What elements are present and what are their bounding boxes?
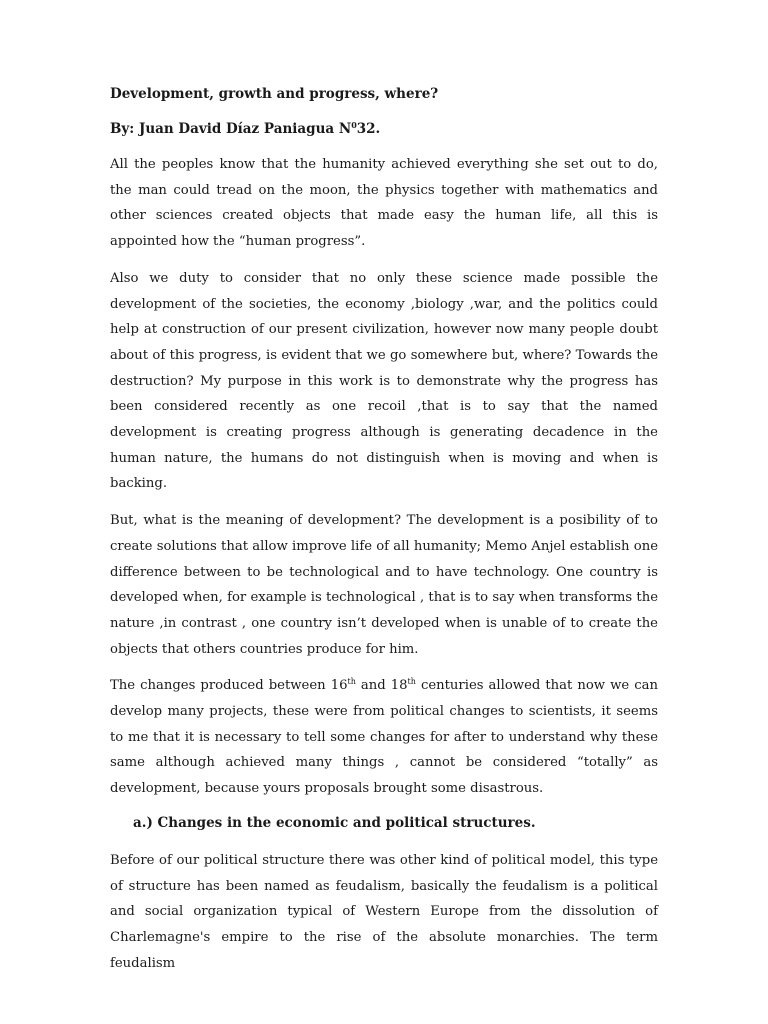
document-title: Development, growth and progress, where? [110, 86, 439, 102]
byline-suffix: 32. [356, 121, 381, 137]
paragraph-2: Also we duty to consider that no only these science made possible the development of the societies, the economy ,biology ,war, and the politics could help at construction of our present civilization, however now many people doubt about of this progress, is evident that we go somewhere but, where? Towards the destruction? My purpose in this work is to demonstrate why the progress has been considered recently as one recoil ,that is to say that the named development is creating progress although is generating decadence in the human nature, the humans do not distinguish when is moving and when is backing. [110, 270, 658, 492]
section-heading: a.) Changes in the economic and political structures. [133, 814, 536, 831]
paragraph-1: All the peoples know that the humanity achieved everything she set out to do, the man could tread on the moon, the physics together with mathematics and other sciences created objects that made easy the human life, all this is appointed how the “human progress”. [110, 157, 658, 250]
paragraph-5: Before of our political structure there was other kind of political model, this type of structure has been named as feudalism, basically the feudalism is a political and social organization typical of Western Europe from the dissolution of Charlemagne's empire to the rise of the absolute monarchies. The term feudalism [110, 852, 658, 971]
paragraph-4 [110, 673, 658, 802]
paragraph-3: But, what is the meaning of development? The development is a posibility of to create solutions that allow improve life of all humanity; Memo Anjel establish one difference between to be technological and to have technology. One country is developed when, for example is technological , that is to say when transforms the nature ,in contrast , one country isn’t developed when is unable of to create the objects that others countries produce for him. [110, 513, 658, 657]
byline-superscript: 0 [351, 120, 357, 130]
paragraph-4-part-c: centuries allowed that now we can develop many projects, these were from political changes to scientists, it seems to me that it is necessary to tell some changes for after to understand why these same although achieved many things , cannot be considered “totally” as development, because yours proposals brought some disastrous. [110, 678, 659, 797]
superscript-th-2: th [407, 677, 416, 687]
byline-prefix: By: Juan David Díaz Paniagua N [110, 121, 352, 137]
paragraph-4-part-b: and 18 [355, 678, 408, 694]
superscript-th-1: th [347, 677, 356, 687]
paragraph-4-part-a: The changes produced between 16 [110, 678, 348, 694]
author-byline [110, 119, 658, 139]
